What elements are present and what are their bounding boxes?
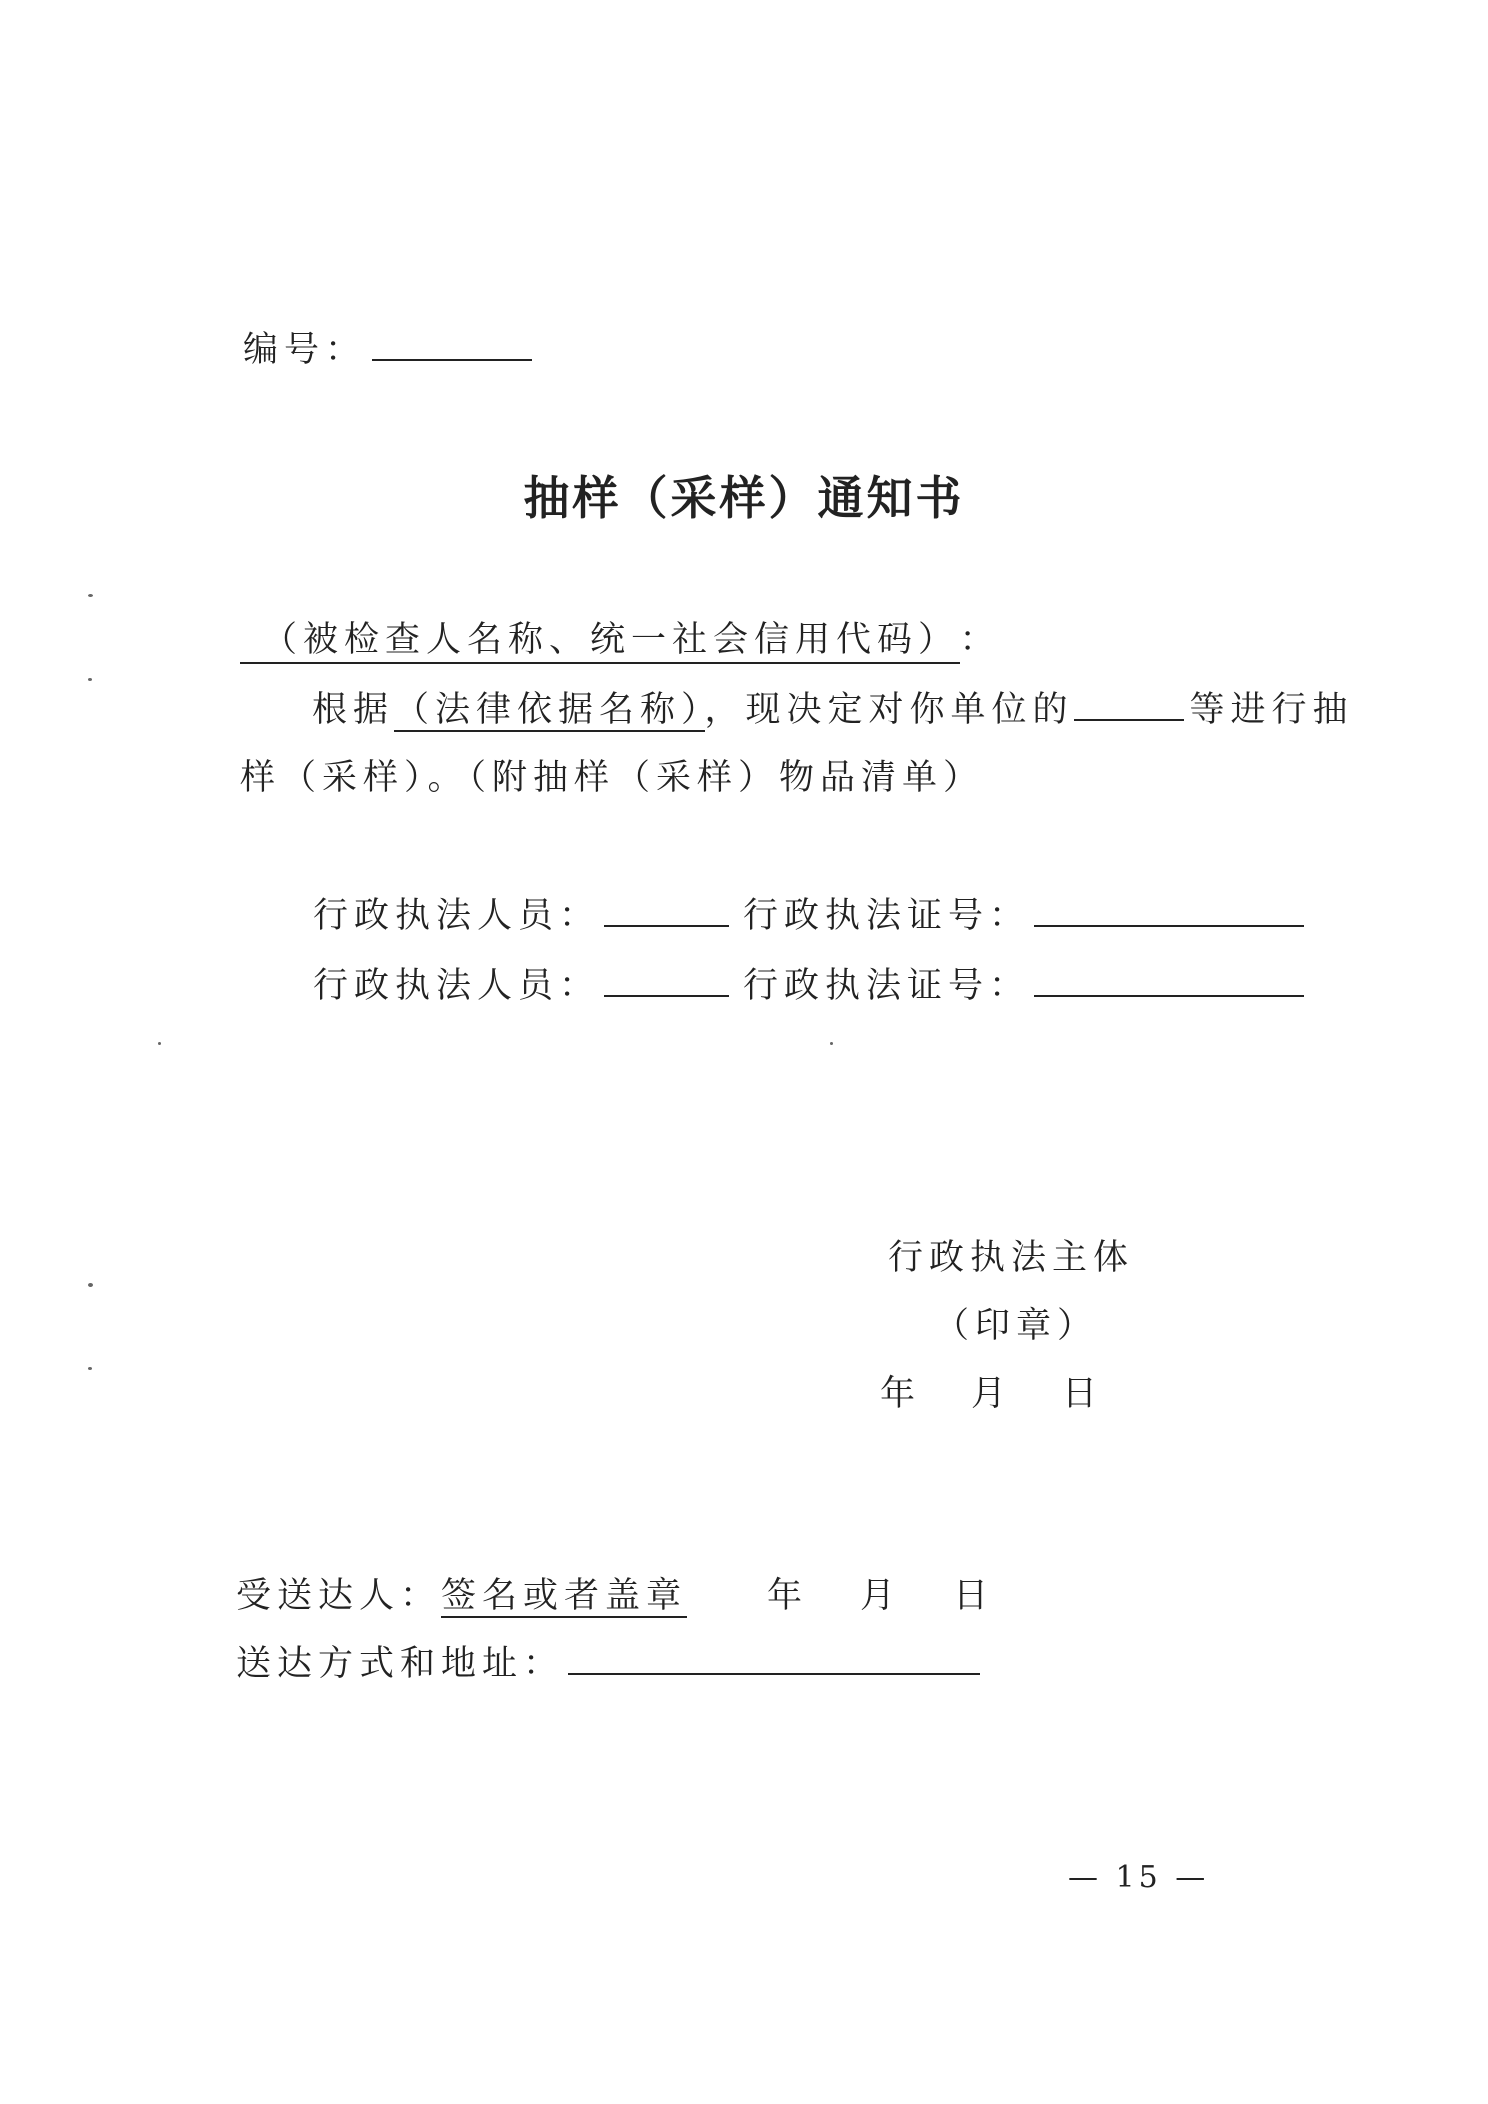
paragraph-line-1 — [312, 682, 1354, 732]
month-label: 月 — [860, 1576, 902, 1616]
serial-label: 编号： — [243, 330, 367, 370]
authority-name: 行政执法主体 — [888, 1238, 1135, 1278]
authority-date — [880, 1366, 1103, 1416]
document-title: 抽样（采样）通知书 — [523, 471, 965, 525]
year-label: 年 — [767, 1576, 809, 1616]
serial-number-row — [243, 322, 532, 372]
addressee-placeholder[interactable]: （被检查人名称、统一社会信用代码） — [240, 620, 960, 664]
cert-label: 行政执法证号： — [743, 896, 1031, 936]
scan-speck — [88, 1367, 92, 1370]
officer-label: 行政执法人员： — [313, 896, 601, 936]
cert-label: 行政执法证号： — [743, 966, 1031, 1006]
officer-name-blank[interactable] — [604, 995, 729, 997]
paragraph-tail: 等进行抽 — [1189, 690, 1354, 730]
addressee-colon: ： — [959, 620, 1001, 660]
day-label: 日 — [953, 1576, 995, 1616]
page-number: — 15 — — [1068, 1860, 1210, 1895]
year-label: 年 — [880, 1374, 922, 1414]
scan-speck — [88, 678, 92, 681]
recipient-label: 受送达人： — [236, 1576, 442, 1616]
recipient-row — [236, 1568, 994, 1618]
recipient-signature[interactable]: 签名或者盖章 — [441, 1576, 688, 1616]
officer-row-1 — [313, 888, 1304, 938]
scan-speck — [88, 594, 93, 597]
cert-number-blank[interactable] — [1034, 925, 1304, 927]
delivery-row — [236, 1636, 980, 1686]
officer-name-blank[interactable] — [604, 925, 729, 927]
legal-basis-placeholder[interactable]: （法律依据名称） — [394, 690, 705, 730]
cert-number-blank[interactable] — [1034, 995, 1304, 997]
paragraph-line-2: 样（采样）。（附抽样（采样）物品清单） — [240, 758, 985, 798]
addressee-line — [240, 612, 1001, 662]
scan-speck — [830, 1042, 833, 1045]
sample-items-blank[interactable] — [1074, 719, 1184, 721]
authority-seal: （印章） — [934, 1306, 1099, 1346]
month-label: 月 — [971, 1374, 1013, 1414]
delivery-address-blank[interactable] — [568, 1673, 980, 1675]
paragraph-mid: ，现决定对你单位的 — [704, 690, 1074, 730]
serial-number-blank[interactable] — [372, 359, 532, 361]
day-label: 日 — [1062, 1374, 1104, 1414]
scan-speck — [158, 1042, 161, 1045]
paragraph-lead: 根据 — [312, 690, 395, 730]
officer-label: 行政执法人员： — [313, 966, 601, 1006]
delivery-label: 送达方式和地址： — [236, 1644, 565, 1684]
officer-row-2 — [313, 958, 1304, 1008]
scan-speck — [88, 1283, 93, 1287]
